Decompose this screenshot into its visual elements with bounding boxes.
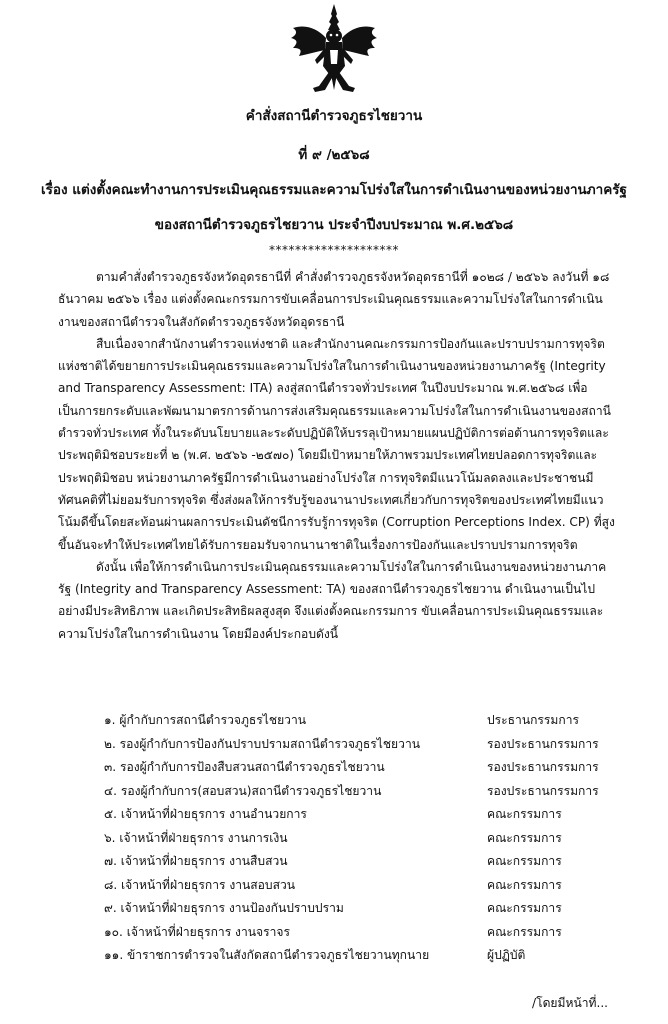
member-name: ๑๑. ข้าราชการตำรวจในสังกัดสถานีตำรวจภูธรไชยวานทุกนาย: [104, 948, 430, 962]
committee-row: [104, 921, 624, 945]
member-name: ๑๐. เจ้าหน้าที่ฝ่ายธุรการ งานจราจร: [104, 924, 290, 939]
member-role: คณะกรรมการ: [487, 901, 562, 915]
separator-stars: ********************: [269, 243, 399, 257]
member-role: รองประธานกรรมการ: [487, 736, 599, 751]
member-name: ๘. เจ้าหน้าที่ฝ่ายธุรการ งานสอบสวน: [104, 877, 296, 892]
committee-row: [104, 897, 624, 921]
member-role: คณะกรรมการ: [487, 877, 562, 892]
paragraph-3: ดังนั้น เพื่อให้การดำเนินการประเมินคุณธรรมและความโปร่งใสในการดำเนินงานของหน่วยงานภาครัฐ (Integrity and Transparency Assessment: TA) ของสถานีตำรวจภูธรไชยวาน ดำเนินงานเป็นไปอย่างมีประสิทธิภาพ และเกิดประสิทธิผลสูงสุด จึงแต่งตั้งคณะกรรมการ ขับเคลื่อนการประเมินคุณธรรมและความโปร่งใสในการดำเนินงาน โดยมีองค์ประกอบดังนี้: [58, 559, 607, 641]
member-role: ประธานกรรมการ: [487, 713, 580, 727]
committee-row: [104, 803, 624, 827]
member-name: ๔. รองผู้กำกับการ(สอบสวน)สถานีตำรวจภูธรไชยวาน: [104, 783, 382, 798]
member-role: คณะกรรมการ: [487, 807, 562, 821]
committee-row: [104, 850, 624, 874]
committee-row: [104, 756, 624, 780]
member-role: คณะกรรมการ: [487, 830, 562, 845]
paragraph-1: ตามคำสั่งตำรวจภูธรจังหวัดอุดรธานีที่ คำสั่งตำรวจภูธรจังหวัดอุดรธานีที่ ๑๐๒๘ / ๒๕๖๖ ลงวันที่ ๑๘ ธันวาคม ๒๕๖๖ เรื่อง แต่งตั้งคณะกรรมการขับเคลื่อนการประเมินคุณธรรมและความโปร่งใสในการดำเนินงานของสถานีตำรวจในสังกัดตำรวจภูธรจังหวัดอุดรธานี: [58, 270, 610, 329]
committee-row: [104, 733, 624, 757]
member-name: ๗. เจ้าหน้าที่ฝ่ายธุรการ งานสืบสวน: [104, 854, 288, 868]
body-text: [58, 266, 618, 645]
member-name: ๒. รองผู้กำกับการป้องกันปราบปรามสถานีตำรวจภูธรไชยวาน: [104, 736, 420, 751]
order-number: ที่ ๙ /๒๕๖๘: [298, 147, 370, 163]
member-name: ๖. เจ้าหน้าที่ฝ่ายธุรการ งานการเงิน: [104, 830, 288, 845]
member-role: คณะกรรมการ: [487, 854, 562, 868]
committee-row: [104, 709, 624, 733]
member-role: คณะกรรมการ: [487, 924, 562, 939]
member-role: รองประธานกรรมการ: [487, 783, 599, 798]
committee-list: [104, 709, 624, 968]
committee-row: [104, 874, 624, 898]
member-name: ๓. รองผู้กำกับการป้องสืบสวนสถานีตำรวจภูธรไชยวาน: [104, 760, 385, 774]
member-name: ๑. ผู้กำกับการสถานีตำรวจภูธรไชยวาน: [104, 713, 307, 727]
paragraph-2: สืบเนื่องจากสำนักงานตำรวจแห่งชาติ และสำนักงานคณะกรรมการป้องกันและปราบปรามการทุจริตแห่งชาติได้ขยายการประเมินคุณธรรมและความโปร่งใสในการดำเนินงานของหน่วยงานภาครัฐ (Integrity and Transparency Assessment: ITA) ลงสู่สถานีตำรวจทั่วประเทศ ในปีงบประมาณ พ.ศ.๒๕๖๘ เพื่อเป็นการยกระดับและพัฒนามาตรการด้านการส่งเสริมคุณธรรมและความโปร่งใสในการดำเนินงานของสถานีตำรวจทั่วประเทศ ทั้งในระดับนโยบายและระดับปฏิบัติให้บรรลุเป้าหมายแผนปฏิบัติการต่อต้านการทุจริตและประพฤติมิชอบระยะที่ ๒ (พ.ศ. ๒๕๖๖ -๒๕๗๐) โดยมีเป้าหมายให้ภาพรวมประเทศไทยปลอดการทุจริตและประพฤติมิชอบ หน่วยงานภาครัฐมีการดำเนินงานอย่างโปร่งใส การทุจริตมีแนวโน้มลดลงและประชาชนมีทัศนคติที่ไม่ยอมรับการทุจริต ซึ่งส่งผลให้การรับรู้ของนานาประเทศเกี่ยวกับการทุจริตของประเทศไทยมีแนวโน้มดีขึ้นโดยสะท้อนผ่านผลการประเมินดัชนีการรับรู้การทุจริต (Corruption Perceptions Index. CP) ที่สูงขึ้นอันจะทำให้ประเทศไทยได้รับการยอมรับจากนานาชาติในเรื่องการป้องกันและปราบปรามการทุจริต: [58, 336, 615, 552]
committee-row: [104, 780, 624, 804]
member-name: ๕. เจ้าหน้าที่ฝ่ายธุรการ งานอำนวยการ: [104, 807, 307, 821]
committee-row: [104, 944, 624, 968]
subject-line-1: เรื่อง แต่งตั้งคณะทำงานการประเมินคุณธรรมและความโปร่งใสในการดำเนินงานของหน่วยงานภาครัฐ: [41, 182, 627, 198]
garuda-emblem-icon: [289, 2, 379, 94]
member-name: ๙. เจ้าหน้าที่ฝ่ายธุรการ งานป้องกันปราบปราม: [104, 901, 344, 915]
subject-line-2: ของสถานีตำรวจภูธรไชยวาน ประจำปีงบประมาณ พ.ศ.๒๕๖๘: [154, 217, 514, 233]
committee-row: [104, 827, 624, 851]
order-title: คำสั่งสถานีตำรวจภูธรไชยวาน: [245, 108, 423, 124]
member-role: ผู้ปฏิบัติ: [487, 948, 526, 962]
continuation-note: /โดยมีหน้าที่...: [532, 996, 609, 1010]
member-role: รองประธานกรรมการ: [487, 760, 599, 774]
